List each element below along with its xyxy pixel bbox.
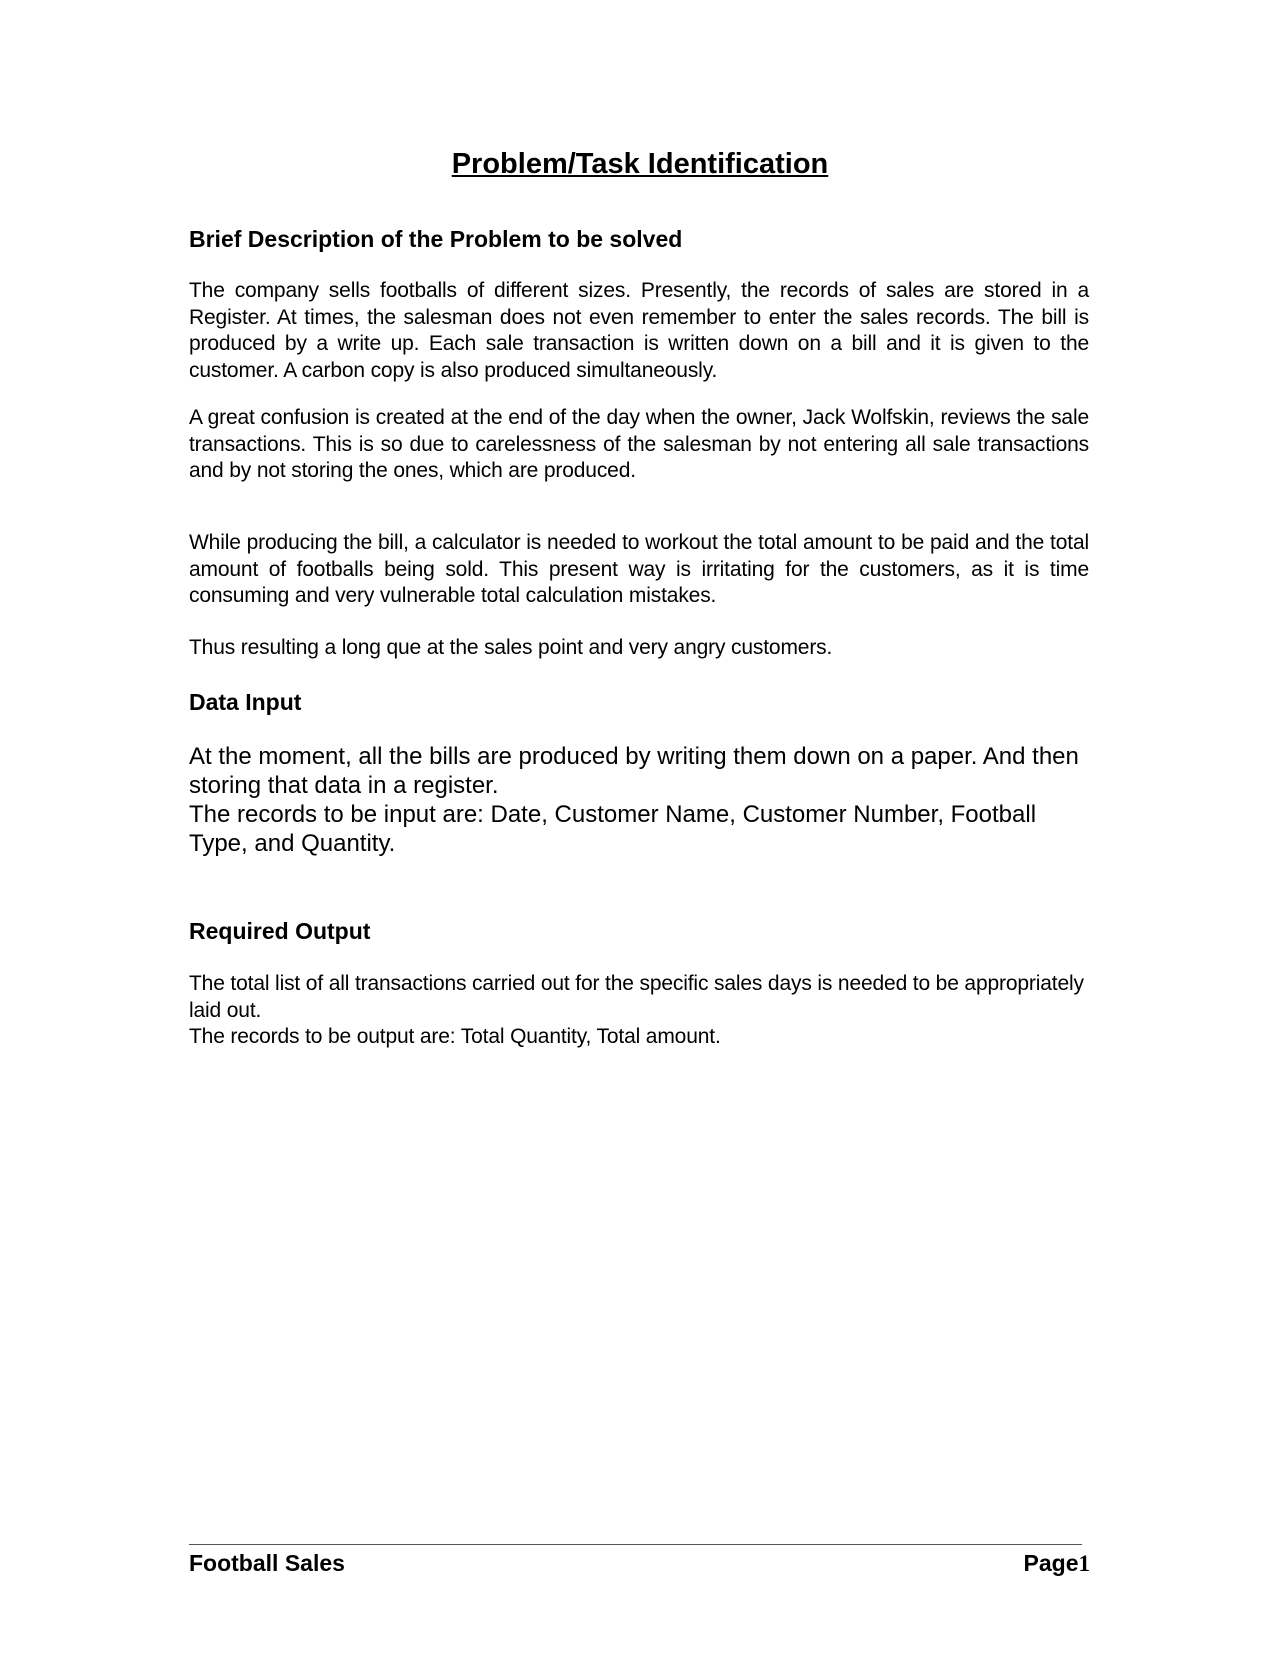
paragraph-long-queue: Thus resulting a long que at the sales point and very angry customers. (189, 636, 833, 659)
footer-page-label: Page (1023, 1550, 1079, 1576)
paragraph-producing-bill: While producing the bill, a calculator is needed to workout the total amount to be paid and the total amount of footballs being sold. This present way is irritating for the customers, as it is time consuming and very vulnerable total calculation mistakes. (189, 531, 1089, 607)
section-heading-brief-description: Brief Description of the Problem to be solved (189, 226, 683, 252)
section-heading-data-input: Data Input (189, 689, 302, 715)
footer-divider (189, 1544, 1082, 1545)
footer-page-value: 1 (1078, 1551, 1090, 1576)
footer-page-number (1024, 1550, 1090, 1577)
paragraph-company-sells: The company sells footballs of different sizes. Presently, the records of sales are stored in a Register. At times, the salesman does not even remember to enter the sales records. The bill is produced by a write up. Each sale transaction is written down on a bill and it is given to the customer. A carbon copy is also produced simultaneously. (189, 279, 1089, 382)
paragraph-bills-produced: At the moment, all the bills are produced by writing them down on a paper. And then storing that data in a register. (189, 743, 1079, 799)
paragraph-total-list: The total list of all transactions carried out for the specific sales days is needed to be appropriately laid out. (189, 972, 1084, 1022)
section-heading-required-output: Required Output (189, 918, 371, 944)
footer-document-title: Football Sales (189, 1550, 345, 1576)
paragraph-great-confusion: A great confusion is created at the end of the day when the owner, Jack Wolfskin, reviews the sale transactions. This is so due to carelessness of the salesman by not entering all sale transactions and by not storing the ones, which are produced. (189, 406, 1089, 482)
paragraph-input-records: The records to be input are: Date, Customer Name, Customer Number, Football Type, and Quantity. (189, 801, 1037, 857)
paragraph-output-records: The records to be output are: Total Quantity, Total amount. (189, 1025, 721, 1048)
page-title: Problem/Task Identification (451, 148, 829, 180)
